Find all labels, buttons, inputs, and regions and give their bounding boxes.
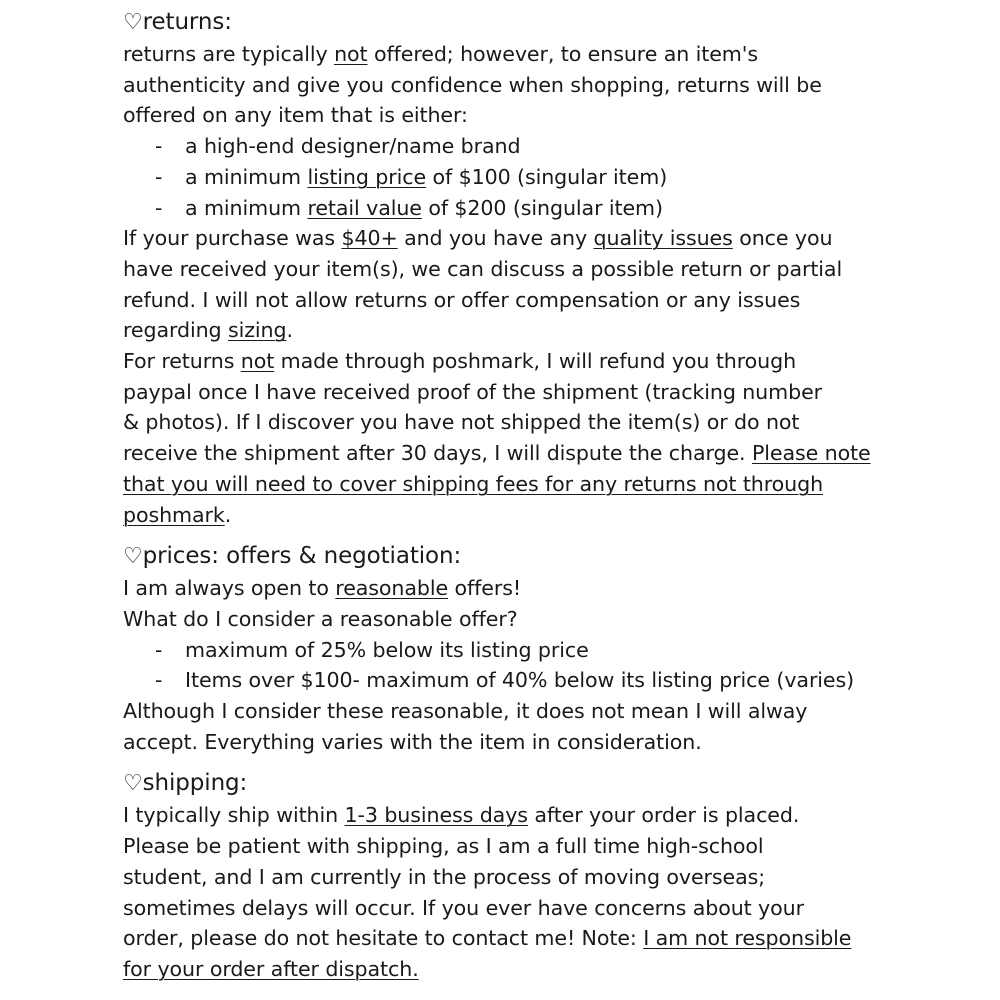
underlined-text: I am not responsible bbox=[643, 926, 852, 951]
underlined-text: quality issues bbox=[593, 226, 733, 251]
returns-section bbox=[123, 6, 928, 530]
returns-criteria-list bbox=[123, 131, 928, 223]
list-item-text bbox=[185, 134, 520, 158]
heart-icon: ♡ bbox=[123, 771, 143, 797]
text-run: made through poshmark, I will refund you through bbox=[274, 349, 797, 374]
underlined-text: not bbox=[240, 349, 275, 374]
text-run: receive the shipment after 30 days, I will dispute the charge. bbox=[123, 441, 752, 466]
text-run: offered on any item that is either: bbox=[123, 103, 468, 128]
list-item-text bbox=[185, 196, 663, 220]
text-run: and you have any bbox=[397, 226, 594, 251]
underlined-text: listing price bbox=[307, 164, 427, 189]
bullet-dash: - bbox=[155, 134, 163, 159]
prices-paragraph-2 bbox=[123, 696, 928, 757]
text-run: refund. I will not allow returns or offer compensation or any issues bbox=[123, 287, 801, 312]
bullet-dash: - bbox=[155, 195, 163, 220]
prices-paragraph-1 bbox=[123, 573, 928, 634]
text-run: accept. Everything varies with the item in consideration. bbox=[123, 729, 702, 754]
text-run: . bbox=[286, 318, 293, 343]
text-run: maximum of 25% below its listing price bbox=[185, 637, 589, 662]
list-item-text bbox=[185, 668, 854, 692]
text-run: a high-end designer/name brand bbox=[185, 134, 521, 159]
text-run: of $200 (singular item) bbox=[421, 195, 663, 220]
underlined-text: that you will need to cover shipping fees for any returns not through bbox=[123, 471, 824, 496]
heart-icon: ♡ bbox=[123, 544, 143, 570]
text-run: a minimum bbox=[185, 195, 308, 220]
text-run: For returns bbox=[123, 349, 241, 374]
prices-heading-text: prices: offers & negotiation: bbox=[142, 543, 462, 570]
returns-heading bbox=[123, 6, 928, 39]
returns-heading-text: returns: bbox=[142, 9, 232, 35]
bullet-dash: - bbox=[155, 668, 163, 693]
underlined-text: for your order after dispatch. bbox=[123, 956, 419, 981]
text-run: I am always open to bbox=[123, 576, 336, 601]
list-item bbox=[123, 162, 928, 193]
shipping-heading-text: shipping: bbox=[142, 770, 248, 797]
text-run: paypal once I have received proof of the shipment (tracking number bbox=[123, 379, 823, 404]
text-run: once you bbox=[732, 226, 833, 251]
text-run: a minimum bbox=[185, 164, 308, 189]
text-run: If your purchase was bbox=[123, 226, 342, 251]
list-item bbox=[123, 193, 928, 224]
text-run: What do I consider a reasonable offer? bbox=[123, 606, 518, 631]
text-run: & photos). If I discover you have not shipped the item(s) or do not bbox=[123, 410, 800, 435]
text-run: after your order is placed. bbox=[527, 803, 800, 828]
bullet-dash: - bbox=[155, 164, 163, 189]
shipping-heading bbox=[123, 767, 928, 800]
returns-paragraph-1 bbox=[123, 39, 928, 131]
text-run: . bbox=[224, 502, 232, 527]
shipping-section bbox=[123, 767, 928, 984]
text-run: Please be patient with shipping, as I am a full time high-school bbox=[123, 834, 764, 859]
underlined-text: 1-3 business days bbox=[344, 803, 528, 828]
underlined-text: retail value bbox=[307, 195, 422, 220]
text-run: offers! bbox=[448, 576, 522, 601]
text-run: Although I consider these reasonable, it does not mean I will alway bbox=[123, 699, 808, 724]
prices-heading bbox=[123, 540, 928, 573]
prices-offer-list bbox=[123, 635, 928, 696]
text-run: regarding bbox=[123, 318, 228, 343]
shipping-paragraph bbox=[123, 800, 928, 984]
list-item-text bbox=[185, 638, 589, 662]
text-run: sometimes delays will occur. If you ever have concerns about your bbox=[123, 895, 804, 920]
underlined-text: not bbox=[334, 42, 368, 66]
text-run: offered; however, to ensure an item's bbox=[367, 42, 758, 66]
list-item-text bbox=[185, 165, 667, 189]
bullet-dash: - bbox=[155, 637, 163, 662]
returns-paragraph-2 bbox=[123, 223, 928, 530]
underlined-text: poshmark bbox=[123, 502, 225, 527]
underlined-text: $40+ bbox=[341, 226, 398, 251]
underlined-text: Please note bbox=[751, 441, 871, 466]
text-run: authenticity and give you confidence when shopping, returns will be bbox=[123, 72, 822, 97]
text-run: returns are typically bbox=[123, 42, 335, 66]
list-item bbox=[123, 131, 928, 162]
text-run: I typically ship within bbox=[123, 803, 345, 828]
text-run: have received your item(s), we can discuss a possible return or partial bbox=[123, 256, 843, 281]
policy-document bbox=[123, 6, 928, 985]
prices-section bbox=[123, 540, 928, 757]
underlined-text: sizing bbox=[227, 318, 287, 343]
text-run: of $100 (singular item) bbox=[426, 164, 668, 189]
list-item bbox=[123, 635, 928, 666]
list-item bbox=[123, 665, 928, 696]
text-run: student, and I am currently in the process of moving overseas; bbox=[123, 864, 766, 889]
heart-icon: ♡ bbox=[123, 10, 143, 35]
text-run: Items over $100- maximum of 40% below its listing price (varies) bbox=[185, 668, 855, 693]
text-run: order, please do not hesitate to contact me! Note: bbox=[123, 926, 644, 951]
underlined-text: reasonable bbox=[335, 576, 449, 601]
